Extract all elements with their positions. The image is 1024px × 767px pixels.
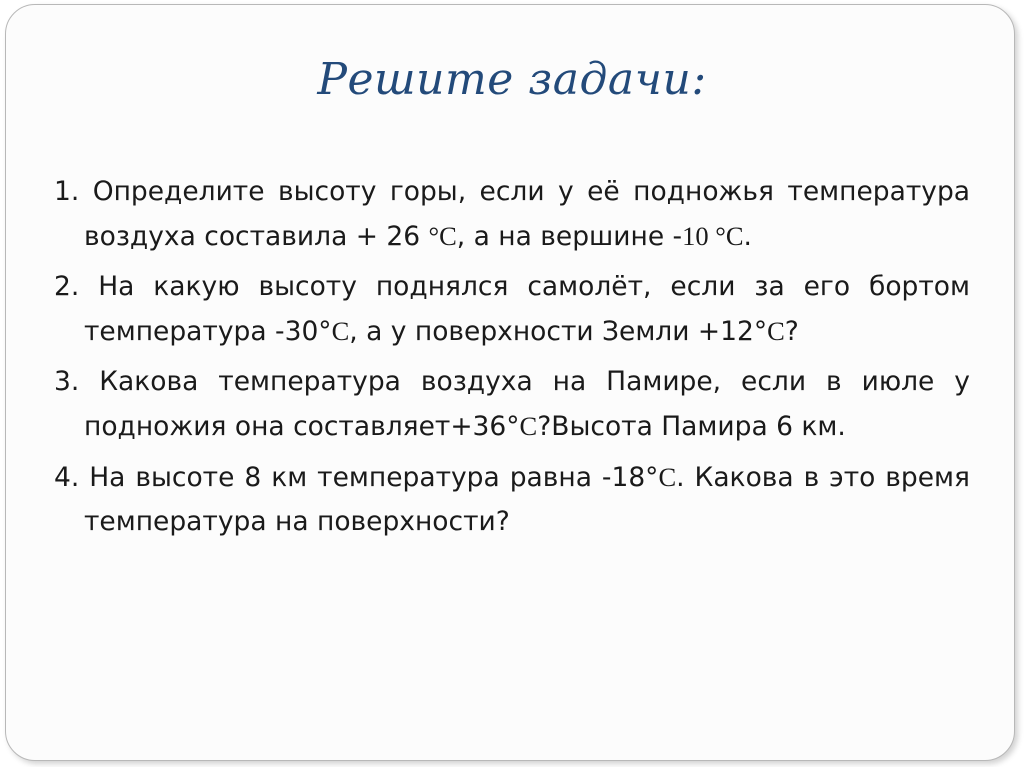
task-2-text-a: 2. На какую высоту поднялся самолёт, если за его бортом температура -30° <box>54 271 970 347</box>
task-3-text-a: 3. Какова температура воздуха на Памире, если в июле у подножия она составляет+36° <box>54 366 970 442</box>
task-4-unit-a: C <box>658 462 677 492</box>
task-2 <box>54 265 970 354</box>
task-4-text-a: 4. На высоте 8 км температура равна -18° <box>54 462 659 493</box>
task-4 <box>54 455 970 544</box>
slide-title: Решите задачи: <box>317 54 707 105</box>
task-1-unit-a: °C <box>428 221 457 251</box>
task-1-text-c: . <box>743 221 752 252</box>
task-1-unit-b: 10 °C <box>682 221 744 251</box>
task-2-text-b: , а у поверхности Земли +12° <box>349 316 768 347</box>
task-list <box>54 170 970 550</box>
task-3-unit-a: C <box>519 411 538 441</box>
task-3-text-b: ?Высота Памира 6 км. <box>537 411 846 442</box>
task-1 <box>54 170 970 259</box>
task-1-text-a: 1. Определите высоту горы, если у её подножья температура воздуха составила + 26 <box>54 176 970 252</box>
task-2-text-c: ? <box>784 316 799 347</box>
task-3 <box>54 360 970 449</box>
task-4-text-b: . Какова в это время температура на поверхности? <box>84 462 970 537</box>
task-2-unit-b: C <box>767 316 785 346</box>
task-1-text-b: , а на вершине - <box>456 221 683 252</box>
task-2-unit-a: C <box>331 316 350 346</box>
